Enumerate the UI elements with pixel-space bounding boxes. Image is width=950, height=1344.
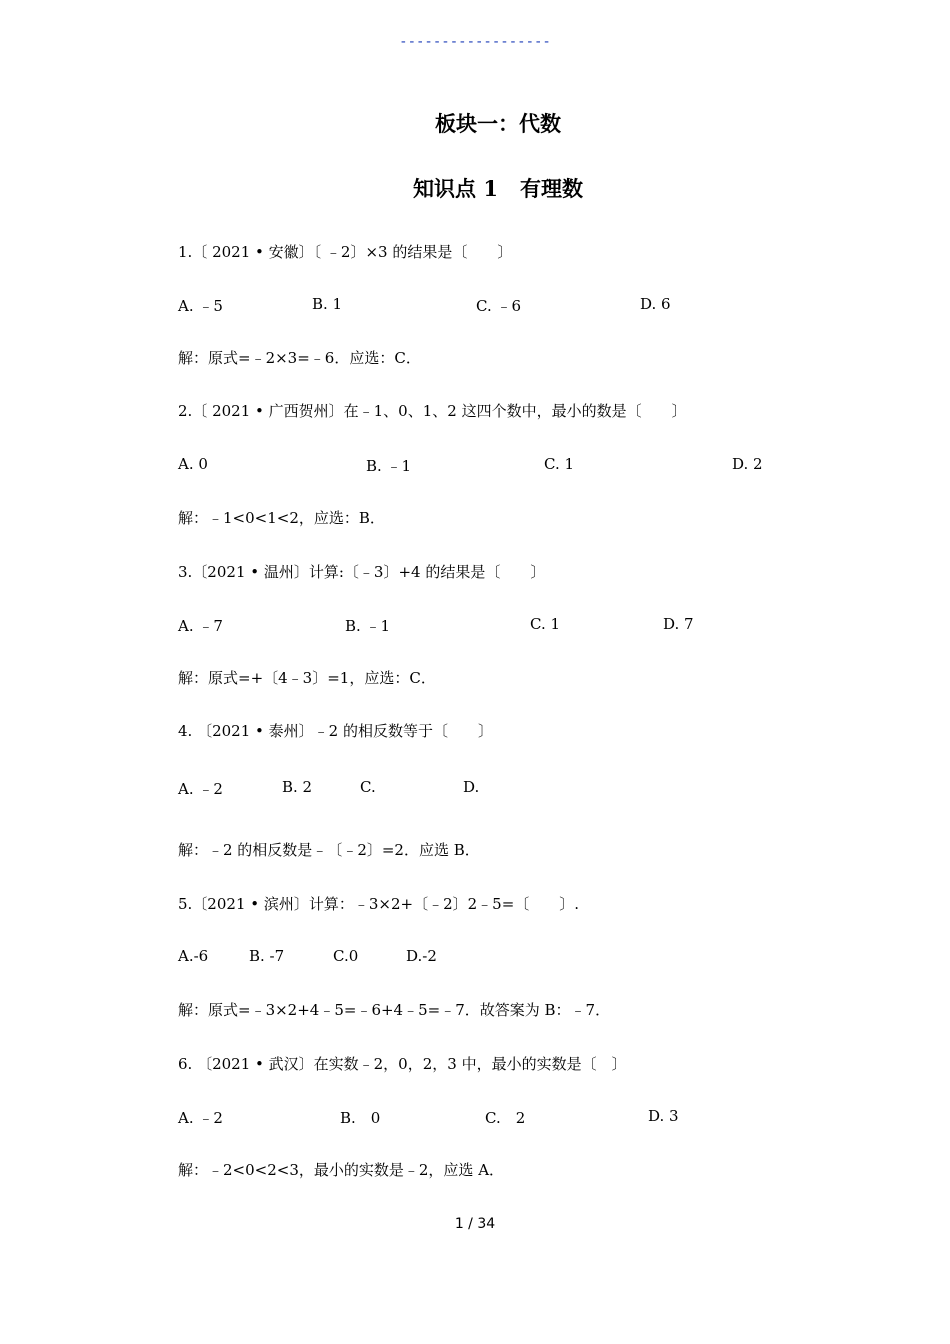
option-d: D. 7 (663, 615, 694, 633)
header-dashed-line: ------------------ (399, 34, 551, 50)
question-stem: 1.〔 2021 • 安徽〕〔 ﹣2〕×3 的结果是〔 〕 (178, 243, 513, 261)
option-b: B. 2 (282, 778, 313, 796)
option-a: A. ﹣2 (178, 1109, 223, 1127)
option-c: C. ﹣6 (476, 297, 522, 315)
option-b: B. -7 (249, 947, 285, 965)
option-a: A. ﹣7 (178, 617, 223, 635)
option-c: C.0 (333, 947, 359, 965)
option-d: D. 3 (648, 1107, 679, 1125)
section-title: 板块一：代数 (435, 111, 561, 136)
option-b: B. 0 (340, 1109, 381, 1127)
option-a: A. 0 (178, 455, 208, 473)
option-b: B. 1 (312, 295, 343, 313)
option-b: B. ﹣1 (345, 617, 391, 635)
option-d: D.-2 (406, 947, 437, 965)
option-c: C. 1 (544, 455, 575, 473)
option-b: B. ﹣1 (366, 457, 412, 475)
solution-text: 解：原式=+〔4﹣3〕=1，应选：C． (178, 669, 436, 687)
option-d: D. (463, 778, 480, 796)
option-d: D. 2 (732, 455, 763, 473)
question-stem: 4. 〔2021 • 泰州〕﹣2 的相反数等于〔 〕 (178, 722, 493, 740)
knowledge-point-topic: 有理数 (519, 176, 583, 201)
option-a: A. ﹣2 (178, 780, 223, 798)
solution-text: 解：﹣1<0<1<2，应选：B． (178, 509, 385, 527)
option-c: C. 1 (530, 615, 561, 633)
option-c: C. 2 (485, 1109, 526, 1127)
question-stem: 6. 〔2021 • 武汉〕在实数﹣2，0，2，3 中，最小的实数是〔 〕 (178, 1055, 627, 1073)
question-stem: 2.〔 2021 • 广西贺州〕在﹣1、0、1、2 这四个数中，最小的数是〔 〕 (178, 402, 687, 420)
option-a: A. ﹣5 (178, 297, 223, 315)
knowledge-point-title (0, 173, 950, 203)
solution-text: 解：﹣2 的相反数是﹣〔﹣2〕=2．应选 B． (178, 841, 480, 859)
option-a: A.-6 (178, 947, 209, 965)
solution-text: 解：﹣2<0<2<3，最小的实数是﹣2，应选 A． (178, 1161, 505, 1179)
solution-text: 解：原式=﹣3×2+4﹣5=﹣6+4﹣5=﹣7．故答案为 B：﹣7． (178, 1001, 611, 1019)
question-stem: 3.〔2021 • 温州〕计算:〔﹣3〕+4 的结果是〔 〕 (178, 563, 546, 581)
page-number: 1 / 34 (454, 1216, 496, 1232)
knowledge-point-label: 知识点 1 (413, 176, 498, 201)
question-stem: 5.〔2021 • 滨州〕计算：﹣3×2+〔﹣2〕2﹣5=〔 〕. (178, 895, 580, 913)
option-d: D. 6 (640, 295, 671, 313)
option-c: C. (360, 778, 376, 796)
solution-text: 解：原式=﹣2×3=﹣6．应选：C． (178, 349, 421, 367)
